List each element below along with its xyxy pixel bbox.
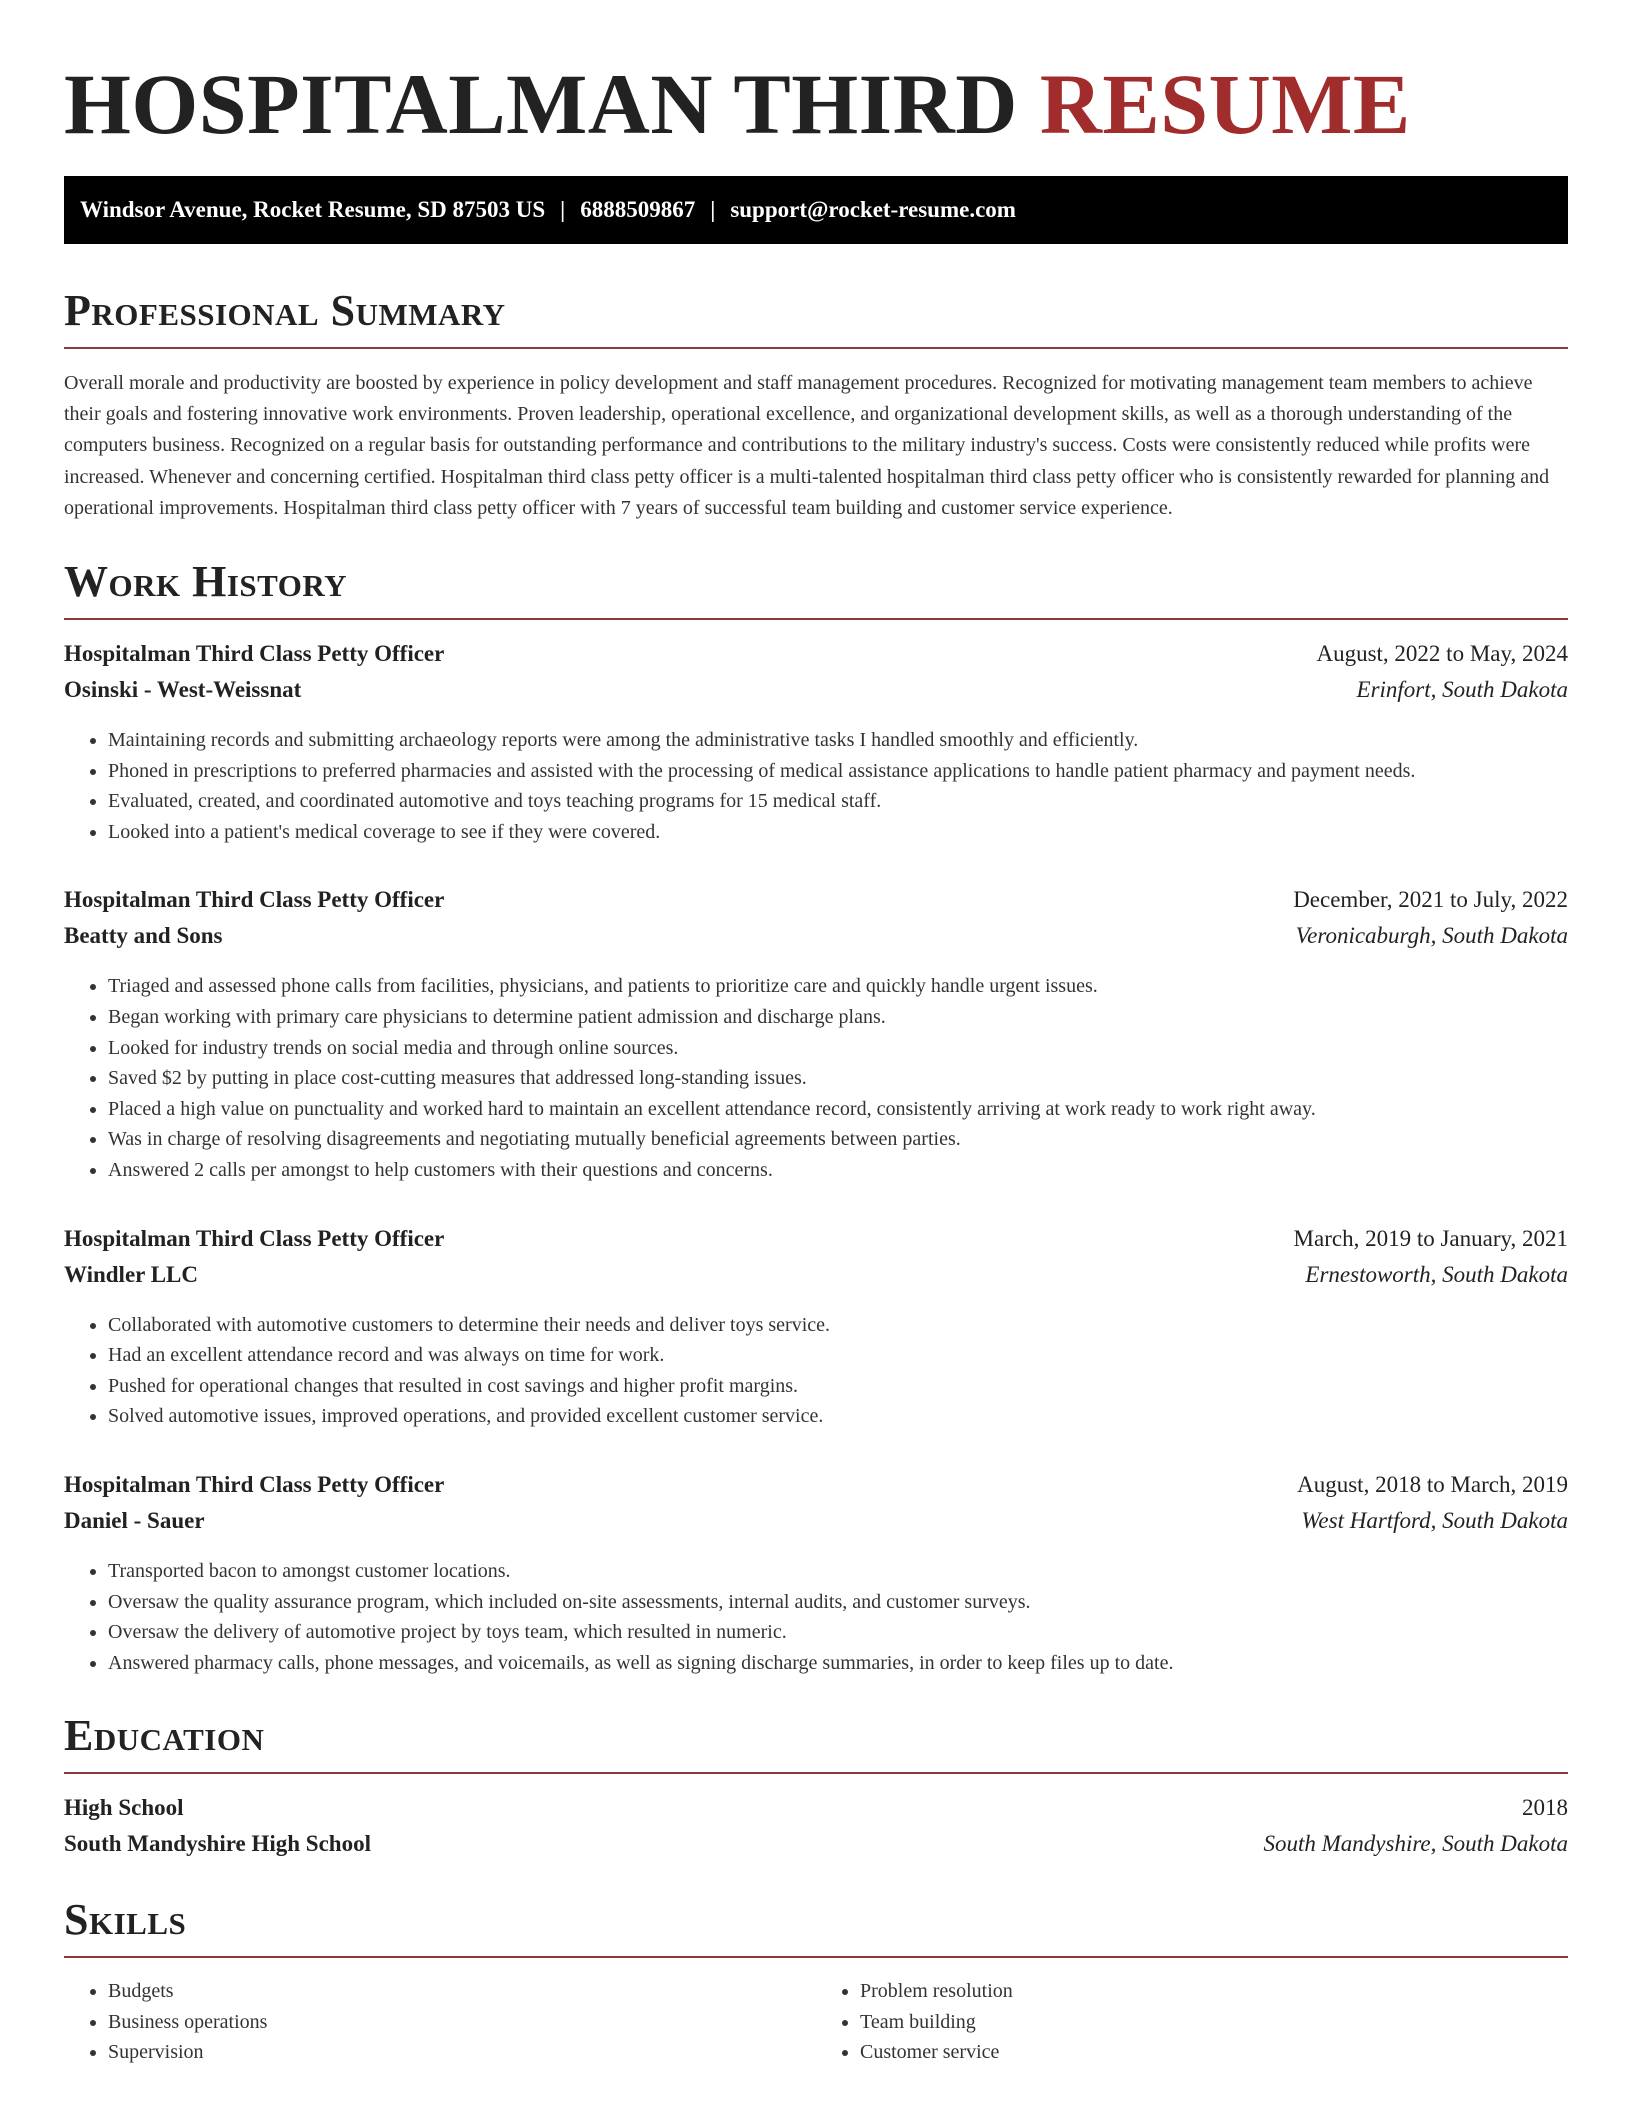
job-company: Windler LLC [64, 1261, 198, 1287]
list-item: • Answered 2 calls per amongst to help customers with their questions and concerns. [108, 1155, 1568, 1186]
job-title: Hospitalman Third Class Petty Officer [64, 1471, 445, 1497]
job-company: Osinski - West-Weissnat [64, 677, 302, 703]
list-item: • Oversaw the delivery of automotive project by toys team, which resulted in numeric. [108, 1617, 1568, 1648]
job-entry [64, 636, 1568, 847]
resume-title [64, 0, 1568, 175]
skill-item: • Budgets [108, 1976, 816, 2007]
education-year: 2018 [1522, 1795, 1568, 1821]
job-bullets [64, 971, 1568, 1185]
list-item: • Was in charge of resolving disagreements and negotiating mutually beneficial agreements between parties. [108, 1124, 1568, 1155]
job-location: West Hartford, South Dakota [1301, 1507, 1568, 1533]
section-divider [64, 1956, 1568, 1958]
summary-text: Overall morale and productivity are boosted by experience in policy development and staff management procedures. Recognized for motivating management team members to achieve their goals and fostering innovative work environments. Proven leadership, operational excellence, and organizational development skills, as well as a thorough understanding of the computers business. Recognized on a regular basis for outstanding performance and contributions to the military industry's success. Costs were consistently reduced while profits were increased. Whenever and concerning certified. Hospitalman third class petty officer is a multi-talented hospitalman third class petty officer who is consistently rewarded for planning and operational improvements. Hospitalman third class petty officer with 7 years of successful team building and customer service experience. [64, 372, 1550, 519]
education-section [64, 1710, 1568, 1862]
contact-email: support@rocket-resume.com [730, 197, 1016, 222]
section-divider [64, 347, 1568, 349]
job-company: Beatty and Sons [64, 923, 223, 949]
work-history-section [64, 556, 1568, 1678]
job-dates: December, 2021 to July, 2022 [1293, 887, 1568, 913]
list-item: • Looked for industry trends on social media and through online sources. [108, 1033, 1568, 1064]
skill-item: • Problem resolution [860, 1976, 1568, 2007]
list-item: • Had an excellent attendance record and was always on time for work. [108, 1340, 1568, 1371]
job-dates: August, 2018 to March, 2019 [1297, 1471, 1568, 1497]
skills-list-left [64, 1976, 816, 2068]
title-accent: RESUME [1039, 56, 1411, 152]
skills-section [64, 1894, 1568, 2068]
job-title: Hospitalman Third Class Petty Officer [64, 1225, 445, 1251]
section-title-summary: Professional Summary [64, 286, 506, 335]
job-location: Ernestoworth, South Dakota [1305, 1261, 1568, 1287]
job-title: Hospitalman Third Class Petty Officer [64, 887, 445, 913]
list-item: • Placed a high value on punctuality and worked hard to maintain an excellent attendance record, consistently arriving at work ready to work right away. [108, 1094, 1568, 1125]
job-location: Veronicaburgh, South Dakota [1295, 923, 1568, 949]
job-entry [64, 1221, 1568, 1432]
job-company: Daniel - Sauer [64, 1507, 205, 1533]
job-bullets [64, 1310, 1568, 1432]
skills-grid [64, 1976, 1568, 2068]
list-item: • Answered pharmacy calls, phone messages, and voicemails, as well as signing discharge summaries, in order to keep files up to date. [108, 1648, 1568, 1679]
contact-address: Windsor Avenue, Rocket Resume, SD 87503 US [80, 197, 546, 222]
list-item: • Solved automotive issues, improved operations, and provided excellent customer service. [108, 1401, 1568, 1432]
section-title-work: Work History [64, 557, 348, 607]
list-item: • Saved $2 by putting in place cost-cutting measures that addressed long-standing issues. [108, 1063, 1568, 1094]
education-degree: High School [64, 1795, 184, 1821]
education-location: South Mandyshire, South Dakota [1263, 1831, 1568, 1857]
title-main: HOSPITALMAN THIRD [64, 56, 1018, 152]
education-entry [64, 1790, 1568, 1862]
list-item: • Triaged and assessed phone calls from facilities, physicians, and patients to prioritize care and quickly handle urgent issues. [108, 971, 1568, 1002]
contact-bar [64, 176, 1568, 244]
list-item: • Phoned in prescriptions to preferred pharmacies and assisted with the processing of medical assistance applications to handle patient pharmacy and payment needs. [108, 756, 1568, 787]
summary-section [64, 285, 1568, 524]
job-bullets [64, 725, 1568, 847]
list-item: • Began working with primary care physicians to determine patient admission and discharge plans. [108, 1002, 1568, 1033]
job-title: Hospitalman Third Class Petty Officer [64, 641, 445, 667]
job-dates: August, 2022 to May, 2024 [1316, 641, 1568, 667]
section-divider [64, 1772, 1568, 1774]
job-entry [64, 1467, 1568, 1678]
skill-item: • Team building [860, 2007, 1568, 2038]
list-item: • Oversaw the quality assurance program, which included on-site assessments, internal audits, and customer surveys. [108, 1587, 1568, 1618]
skill-item: • Business operations [108, 2007, 816, 2038]
list-item: • Transported bacon to amongst customer locations. [108, 1556, 1568, 1587]
skill-item: • Supervision [108, 2037, 816, 2068]
job-entry [64, 882, 1568, 1185]
contact-phone: 6888509867 [580, 197, 696, 222]
list-item: • Maintaining records and submitting archaeology reports were among the administrative tasks I handled smoothly and efficiently. [108, 725, 1568, 756]
job-location: Erinfort, South Dakota [1356, 677, 1568, 703]
contact-separator: | [560, 197, 566, 222]
job-bullets [64, 1556, 1568, 1678]
section-title-education: Education [64, 1711, 265, 1761]
skills-list-right [816, 1976, 1568, 2068]
list-item: • Looked into a patient's medical coverage to see if they were covered. [108, 817, 1568, 848]
skill-item: • Customer service [860, 2037, 1568, 2068]
section-divider [64, 618, 1568, 620]
list-item: • Collaborated with automotive customers to determine their needs and deliver toys service. [108, 1310, 1568, 1341]
list-item: • Pushed for operational changes that resulted in cost savings and higher profit margins. [108, 1371, 1568, 1402]
job-dates: March, 2019 to January, 2021 [1293, 1225, 1568, 1251]
list-item: • Evaluated, created, and coordinated automotive and toys teaching programs for 15 medical staff. [108, 786, 1568, 817]
education-school: South Mandyshire High School [64, 1831, 371, 1857]
section-title-skills: Skills [64, 1895, 187, 1945]
contact-separator: | [710, 197, 716, 222]
